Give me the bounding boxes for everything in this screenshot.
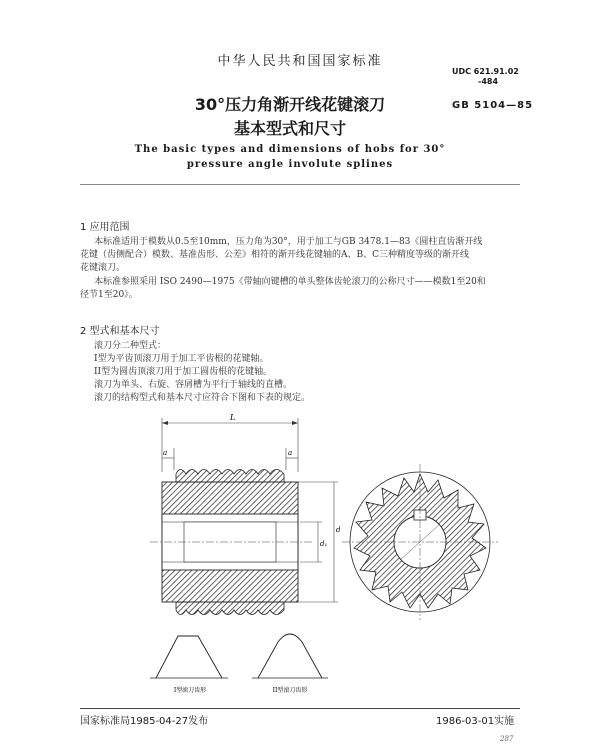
udc-code: UDC 621.91.02 bbox=[452, 67, 519, 76]
label-a-left: a bbox=[163, 449, 168, 457]
issue-date: 国家标准局1985-04-27发布 bbox=[80, 716, 209, 727]
hob-drawing bbox=[80, 410, 540, 700]
footer-divider bbox=[80, 708, 520, 709]
section-1-paragraph-2 bbox=[80, 276, 535, 302]
section-2-body bbox=[94, 340, 534, 405]
section-1-paragraph-1 bbox=[80, 236, 535, 275]
text-line: 本标准参照采用 ISO 2490—1975《带轴向键槽的单头整体齿轮滚刀的公称尺寸——模数1至20和 bbox=[94, 277, 486, 287]
type-2-tooth-profile bbox=[252, 634, 328, 678]
label-a-right: a bbox=[288, 449, 293, 457]
text-line: 花键（齿侧配合）模数、基准齿形、公差》相符的渐开线花键轴的A、B、C三种精度等级的渐开线 bbox=[80, 250, 470, 260]
label-d: d bbox=[336, 526, 341, 534]
text-line: II型为圆齿顶滚刀用于加工圆齿根的花键轴。 bbox=[94, 367, 273, 377]
text-line: I型为平齿顶滚刀用于加工平齿根的花键轴。 bbox=[94, 354, 269, 364]
collar-dimensions bbox=[162, 448, 298, 470]
english-title-line2: pressure angle involute splines bbox=[186, 159, 394, 170]
text-line: 花键滚刀。 bbox=[80, 263, 126, 273]
header-divider bbox=[80, 184, 520, 185]
document-title: 30°压力角渐开线花键滚刀 bbox=[194, 95, 386, 114]
page-number: 287 bbox=[500, 735, 514, 743]
text-line: 滚刀的结构型式和基本尺寸应符合下图和下表的规定。 bbox=[94, 393, 311, 403]
length-dimension bbox=[162, 418, 298, 472]
issuing-country-header: 中华人民共和国国家标准 bbox=[217, 54, 383, 69]
text-line: 径节1至20》。 bbox=[80, 290, 138, 300]
text-line: 滚刀为单头、右旋、容屑槽为平行于轴线的直槽。 bbox=[94, 380, 293, 390]
text-line: 本标准适用于模数从0.5至10mm，压力角为30°，用于加工与GB 3478.1—83《圆柱直齿渐开线 bbox=[94, 237, 483, 247]
hob-end-view bbox=[342, 464, 498, 620]
caption-type-1: I型滚刀齿形 bbox=[173, 687, 207, 694]
caption-type-2: II型滚刀齿形 bbox=[272, 687, 308, 694]
document-subtitle: 基本型式和尺寸 bbox=[233, 119, 346, 138]
hob-section-view bbox=[150, 470, 312, 615]
effective-date: 1986-03-01实施 bbox=[436, 716, 515, 727]
label-d1: d₁ bbox=[320, 540, 328, 548]
section-2-heading: 2 型式和基本尺寸 bbox=[80, 326, 160, 337]
gb-standard-number: GB 5104—85 bbox=[452, 100, 534, 111]
label-L: L bbox=[230, 413, 236, 422]
udc-code-suffix: -484 bbox=[478, 77, 499, 86]
type-1-tooth-profile bbox=[150, 636, 228, 678]
text-line: 滚刀分二种型式： bbox=[94, 341, 167, 351]
section-1-heading: 1 应用范围 bbox=[80, 222, 130, 233]
english-title-line1: The basic types and dimensions of hobs for 30° bbox=[134, 144, 446, 155]
